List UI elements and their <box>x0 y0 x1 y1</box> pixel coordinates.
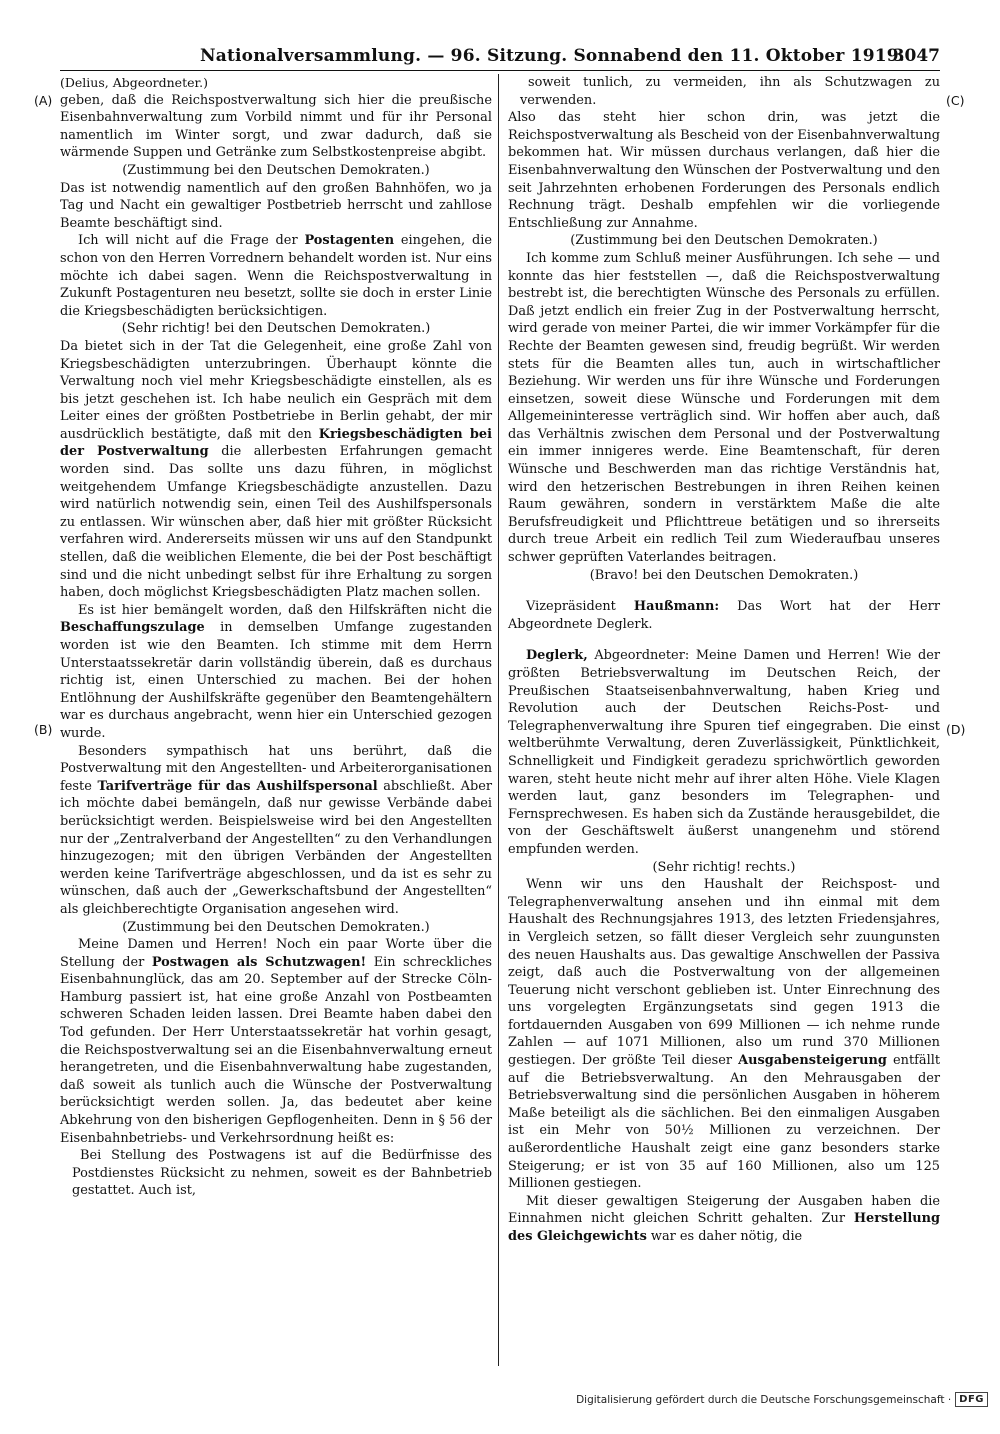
paragraph: geben, daß die Reichspostverwaltung sich hier die preußische Eisenbahnverwaltung zum Vorbild nimmt und für ihr Personal namentlich im Winter sorgt, und zwar dadurch, daß sie wärmende Suppen und Getränke zum Selbstkostenpreise abgibt. <box>60 92 492 161</box>
speaker-name: Deglerk, <box>526 648 588 664</box>
paragraph: Wenn wir uns den Haushalt der Reichspost- und Telegraphenverwaltung ansehen und ihn einmal mit dem Haushalt des Rechnungsjahres 1913, des letzten Friedensjahres, in Vergleich setzen, so fällt dieser Vergleich sehr zuungunsten des neuen Haushalts aus. Das gewaltige Anschwellen der Passiva zeigt, daß auch die Postverwaltung von der allgemeinen Teuerung nicht verschont geblieben ist. Unter Einrechnung des uns vorgelegten Ergänzungsetats sind gegen 1913 die fortdauernden Ausgaben von 699 Millionen — ich nehme runde Zahlen — auf 1071 Millionen, also um rund 370 Millionen gestiegen. Der größte Teil dieser Ausgabensteigerung entfällt auf die Betriebsverwaltung. An den Mehrausgaben der Betriebsverwaltung sind die persönlichen Ausgaben in höherem Maße beteiligt als die sächlichen. Bei den einmaligen Ausgaben ist ein Mehr von 50½ Millionen zu verzeichnen. Der außerordentliche Haushalt zeigt eine ganz besonders starke Steigerung; er ist von 35 auf 160 Millionen, also um 125 Millionen gestiegen. <box>508 877 941 1192</box>
reaction: (Zustimmung bei den Deutschen Demokraten.) <box>570 233 878 249</box>
legal-quote: Bei Stellung des Postwagens ist auf die Bedürfnisse des Postdienstes Rücksicht zu nehmen, soweit es der Bahnbetrieb gestattet. Auch ist, <box>72 1148 492 1199</box>
emphasis: Kriegsbeschädigten bei der Postverwaltung <box>60 426 493 460</box>
paragraph: Ich will nicht auf die Frage der Postagenten eingehen, die schon von den Herren Vorrednern behandelt worden ist. Nur eins möchte ich dabei sagen. Wenn die Reichspostverwaltung in Zukunft Postagenturen neu besetzt, sollte sie doch in erster Linie die Kriegsbeschädigten berücksichtigen. <box>60 233 492 319</box>
right-column <box>508 74 940 1246</box>
reaction: (Bravo! bei den Deutschen Demokraten.) <box>589 567 859 583</box>
digitization-credit <box>576 1392 988 1407</box>
credit-text: Digitalisierung gefördert durch die Deutsche Forschungsgemeinschaft · <box>576 1393 952 1406</box>
left-column <box>60 74 492 1200</box>
emphasis: Herstellung des Gleichgewichts <box>508 1211 940 1244</box>
legal-quote: soweit tunlich, zu vermeiden, ihn als Schutzwagen zu verwenden. <box>520 75 940 108</box>
reaction: (Sehr richtig! rechts.) <box>652 859 796 875</box>
running-title: Nationalversammlung. — 96. Sitzung. Sonnabend den 11. Oktober 1919. <box>200 46 905 66</box>
speech-start: Deglerk, Abgeordneter: Meine Damen und Herren! Wie der größten Betriebsverwaltung im Deutschen Reich, der Preußischen Staatseisenbahnverwaltung, haben Krieg und Revolution auch der Deutschen Reichs-Post- und Telegraphenverwaltung ihre Spuren tief eingegraben. Die einst weltberühmte Verwaltung, deren Zuverlässigkeit, Pünktlichkeit, Schnelligkeit und Findigkeit geradezu sprichwörtlich geworden waren, steht heute nicht mehr auf ihrer alten Höhe. Viele Klagen werden laut, ganz besonders im Telegraphen- und Fernsprechwesen. Es haben sich da Zustände herausgebildet, die von der Geschäftswelt äußerst unangenehm und störend empfunden werden. <box>508 648 940 857</box>
speaker-tag: (Delius, Abgeordneter.) <box>60 75 208 90</box>
paragraph: Es ist hier bemängelt worden, daß den Hilfskräften nicht die Beschaffungszulage in demselben Umfange zugestanden worden ist wie den Beamten. Ich stimme mit dem Herrn Unterstaatssekretär darin vollständig überein, daß es durchaus richtig ist, einen Unterschied zu machen. Bei der hohen Entlöhnung der Aushilfskräfte gegenüber den Beamtengehältern war es durchaus angebracht, wenn hier ein Unterschied gezogen wurde. <box>60 602 492 741</box>
paragraph: Das ist notwendig namentlich auf den großen Bahnhöfen, wo ja Tag und Nacht ein gewaltiger Postbetrieb herrscht und zahllose Beamte beschäftigt sind. <box>60 180 492 231</box>
running-header <box>60 46 940 71</box>
paragraph: Meine Damen und Herren! Noch ein paar Worte über die Stellung der Postwagen als Schutzwagen! Ein schreckliches Eisenbahnunglück, das am 20. September auf der Strecke Cöln-Hamburg passiert ist, hat eine große Anzahl von Postbeamten schweren Schaden leiden lassen. Drei Beamte haben dabei den Tod gefunden. Der Herr Unterstaatssekretär hat vorhin gesagt, die Reichspostverwaltung sei an die Eisenbahnverwaltung erneut herangetreten, und die Eisenbahnverwaltung habe zugestanden, daß soweit als tunlich auch die Wünsche der Postverwaltung berücksichtigt werden sollen. Ja, das bedeutet aber keine Abkehrung von den bisherigen Gepflogenheiten. Denn in § 56 der Eisenbahnbetriebs- und Verkehrsordnung heißt es: <box>60 937 493 1146</box>
paragraph: Mit dieser gewaltigen Steigerung der Ausgaben haben die Einnahmen nicht gleichen Schritt gehalten. Zur Herstellung des Gleichgewichts war es daher nötig, die <box>508 1193 940 1244</box>
margin-marker-b: (B) <box>34 722 53 737</box>
margin-marker-a: (A) <box>34 93 53 108</box>
reaction: (Zustimmung bei den Deutschen Demokraten.) <box>122 162 430 178</box>
emphasis: Postagenten <box>304 233 395 249</box>
reaction: (Zustimmung bei den Deutschen Demokraten.) <box>122 919 430 935</box>
paragraph: Also das steht hier schon drin, was jetzt die Reichspostverwaltung als Bescheid von der Eisenbahnverwaltung bekommen hat. Wir müssen durchaus verlangen, daß hier die Eisenbahnverwaltung den Wünschen der Postverwaltung und den seit Jahrzehnten erhobenen Forderungen des Personals endlich Rechnung trägt. Deshalb empfehlen wir die vorliegende Entschließung zur Annahme. <box>508 110 940 231</box>
margin-marker-c: (C) <box>946 93 965 108</box>
paragraph: Da bietet sich in der Tat die Gelegenheit, eine große Zahl von Kriegsbeschädigten unterzubringen. Überhaupt könnte die Verwaltung noch viel mehr Kriegsbeschädigte einstellen, als es bis jetzt geschehen ist. Ich habe neulich ein Gespräch mit dem Leiter eines der größten Postbetriebe in Berlin gehabt, der mir ausdrücklich bestätigte, daß mit den Kriegsbeschädigten bei der Postverwaltung die allerbesten Erfahrungen gemacht worden sind. Das sollte uns dazu führen, in möglichst weitgehendem Umfange Kriegsbeschädigte anzustellen. Dazu wird natürlich notwendig sein, einen Teil des Aushilfspersonals zu entlassen. Wir wünschen aber, daß hier mit größter Rücksicht verfahren wird. Andererseits müssen wir uns auf den Standpunkt stellen, daß die weiblichen Elemente, die bei der Post beschäftigt sind und die nicht unbedingt selbst für ihre Erhaltung zu sorgen haben, doch möglichst Kriegsbeschädigten Platz machen sollen. <box>60 338 493 601</box>
emphasis: Beschaffungszulage <box>60 620 205 636</box>
emphasis: Ausgabensteigerung <box>738 1053 887 1069</box>
dfg-logo: DFG <box>955 1392 988 1407</box>
margin-marker-d: (D) <box>946 722 966 737</box>
emphasis: Tarifverträge für das Aushilfspersonal <box>97 778 378 794</box>
paragraph: Besonders sympathisch hat uns berührt, daß die Postverwaltung mit den Angestellten- und Arbeiterorganisationen feste Tarifverträge für das Aushilfspersonal abschließt. Aber ich möchte dabei bemängeln, daß nur gewisse Verbände dabei berücksichtigt werden. Beispielsweise wird bei den Angestellten nur der „Zentralverband der Angestellten“ zu den Verhandlungen hinzugezogen; mit den übrigen Verbänden der Angestellten werden keine Tarifverträge abgeschlossen, und da ist es sehr zu wünschen, daß auch der „Gewerkschaftsbund der Angestellten“ als gleichberechtigte Organisation angesehen wird. <box>60 743 492 917</box>
reaction: (Sehr richtig! bei den Deutschen Demokraten.) <box>121 321 431 337</box>
emphasis: Postwagen als Schutzwagen! <box>151 954 367 970</box>
paragraph: Ich komme zum Schluß meiner Ausführungen. Ich sehe — und konnte das hier feststellen —, daß die Reichspostverwaltung bestrebt ist, die berechtigten Wünsche des Personals zu erfüllen. Daß jetzt endlich ein freier Zug in der Postverwaltung herrscht, wird gerade von meiner Partei, die wir immer Vorkämpfer für die Rechte der Beamten gewesen sind, freudig begrüßt. Wir werden stets für die Beamten alles tun, auch in wirtschaftlicher Beziehung. Wir werden uns für ihre Wünsche und Forderungen einsetzen, soweit diese Wünsche und Forderungen mit dem Allgemeininteresse verträglich sind. Wir hoffen aber auch, daß das Verhältnis zwischen dem Personal und der Postverwaltung ein immer innigeres werde. Eine Beamtenschaft, für deren Wünsche und Beschwerden man das richtige Verständnis hat, wird den hetzerischen Bestrebungen in ihren Reihen keinen Raum gewähren, sondern in verstärktem Maße die alte Berufsfreudigkeit und Pflichttreue betätigen und so ihrerseits durch treue Arbeit ein redlich Teil zum Wiederaufbau unseres schwer geprüften Vaterlandes beitragen. <box>508 250 940 566</box>
vice-president-statement: Vizepräsident Haußmann: Das Wort hat der Herr Abgeordnete Deglerk. <box>508 599 940 632</box>
speaker-name: Haußmann: <box>633 599 720 615</box>
column-divider <box>498 74 499 1366</box>
page-number: 3047 <box>892 46 940 66</box>
